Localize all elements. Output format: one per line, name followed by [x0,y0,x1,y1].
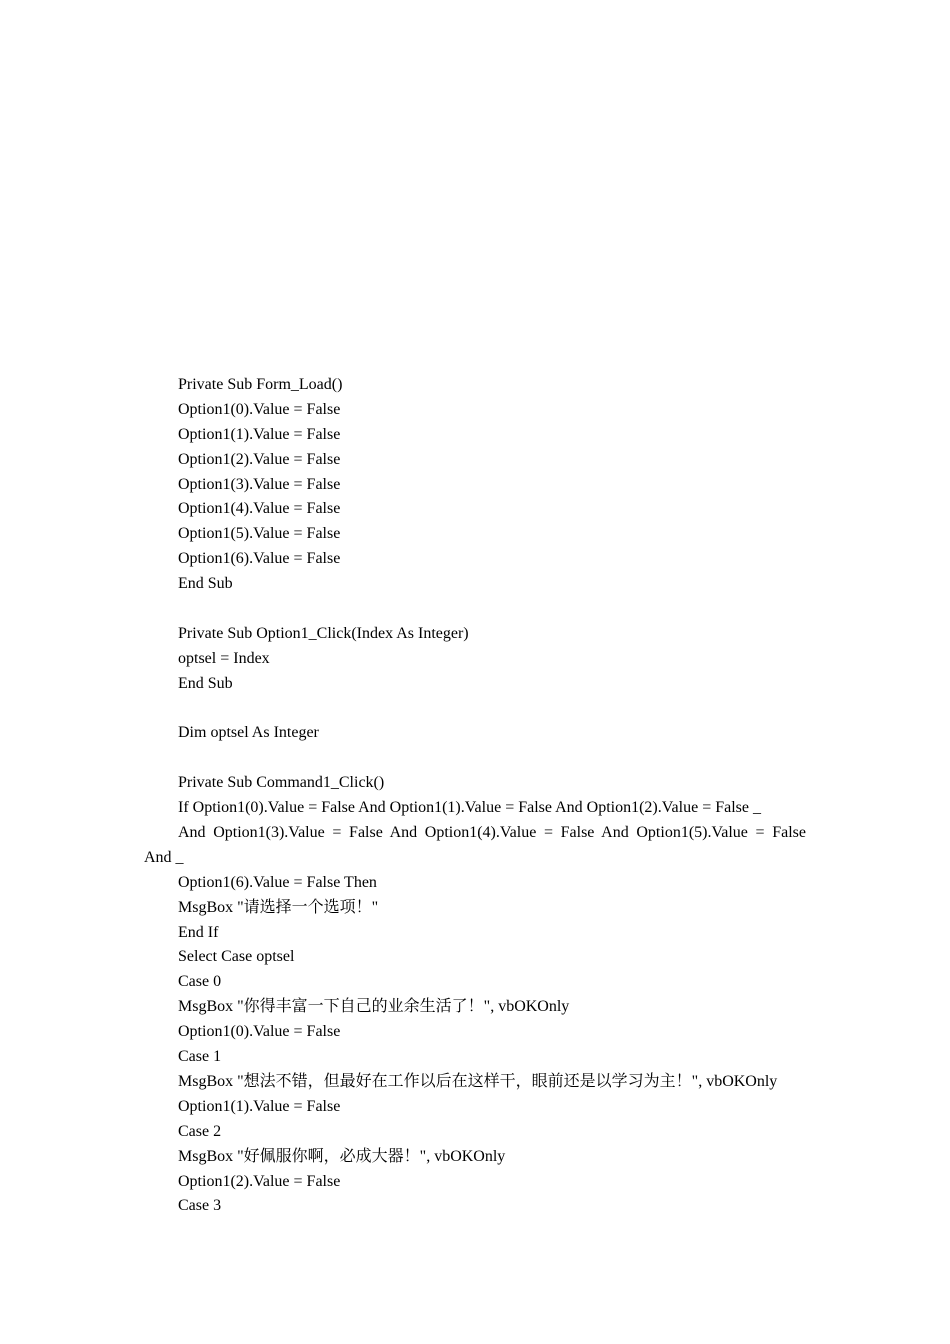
code-line: Case 3 [178,1197,222,1215]
code-line: Private Sub Option1_Click(Index As Integer) [178,624,469,642]
code-listing [144,373,806,1219]
code-line: Option1(1).Value = False [178,1097,341,1115]
code-line: Option1(4).Value = False [178,500,341,518]
code-line: End Sub [178,575,233,593]
code-line: optsel = Index [178,649,270,667]
code-line: Case 0 [178,973,222,991]
code-line: Option1(5).Value = False [178,525,341,543]
code-line: Option1(0).Value = False [178,400,341,418]
code-line: MsgBox "好佩服你啊，必成大器！", vbOKOnly [178,1147,506,1165]
code-line: Case 1 [178,1048,222,1066]
code-line: MsgBox "想法不错，但最好在工作以后在这样干，眼前还是以学习为主！", vbOKOnly [178,1072,778,1090]
code-line: Option1(6).Value = False [178,550,341,568]
code-line: Option1(6).Value = False Then [178,873,377,891]
code-line: Private Sub Form_Load() [178,376,343,393]
blank-line [144,597,806,622]
code-line: Case 2 [178,1122,222,1140]
code-line: If Option1(0).Value = False And Option1(1).Value = False And Option1(2).Value = False _ [178,799,761,817]
code-line: Dim optsel As Integer [178,724,319,742]
blank-line [144,697,806,722]
code-line: MsgBox "你得丰富一下自己的业余生活了！", vbOKOnly [178,998,570,1016]
code-line: Private Sub Command1_Click() [178,774,385,792]
code-line: Option1(3).Value = False [178,475,341,493]
code-line-wrapped: And _ [144,848,184,866]
code-line: Select Case optsel [178,948,295,966]
code-line: Option1(2).Value = False [178,450,341,468]
blank-line [144,746,806,771]
code-line: End Sub [178,674,233,692]
code-line: MsgBox "请选择一个选项！" [178,898,379,916]
code-line: Option1(2).Value = False [178,1172,341,1190]
code-line-justified: And Option1(3).Value = False And Option1(4).Value = False And Option1(5).Value = False [178,824,806,842]
code-line: Option1(0).Value = False [178,1023,341,1041]
code-line: Option1(1).Value = False [178,425,341,443]
code-line: End If [178,923,219,941]
